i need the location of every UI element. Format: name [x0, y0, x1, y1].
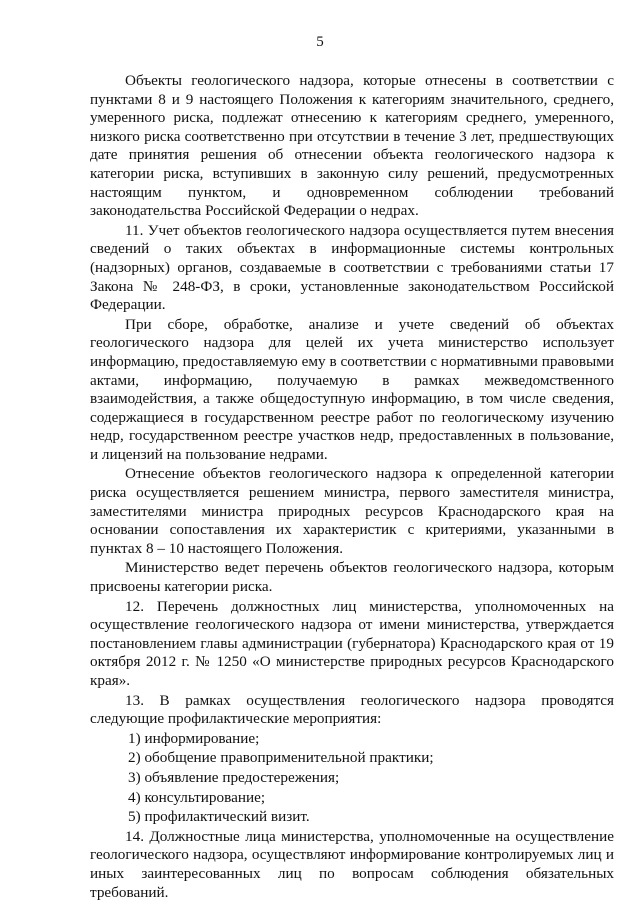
list-item: 3) объявление предостережения;: [128, 768, 340, 786]
paragraph-11-accounting: 11. Учет объектов геологического надзора осуществляется путем внесения сведений о таких объектах в информационные системы контрольных (надзорных) органов, создаваемые в соответствии с требованиями статьи 17 Закона № 248-ФЗ, в сроки, установленные законодательством Российской Федерации.: [90, 221, 614, 314]
paragraph-risk-downgrade: Объекты геологического надзора, которые отнесены в соответствии с пунктами 8 и 9 настоящего Положения к категориям значительного, среднего, умеренного риска, подлежат отнесению к категориям среднего, умеренного, низкого риска соответственно при отсутствии в течение 3 лет, предшествующих дате принятия решения об отнесении объекта геологического надзора к категории риска, вступивших в законную силу решений, предусмотренных настоящим пунктом, и одновременном соблюдении требований законодательства Российской Федерации о недрах.: [90, 72, 614, 220]
paragraph-risk-list: Министерство ведет перечень объектов геологического надзора, которым присвоены категории риска.: [90, 559, 614, 596]
paragraph-14-informing: 14. Должностные лица министерства, уполномоченные на осуществление геологического надзора, осуществляют информирование контролируемых лиц и иных заинтересованных лиц по вопросам соблюдения обязательных требований.: [90, 827, 614, 901]
list-item: 1) информирование;: [128, 729, 260, 747]
page-number: 5: [316, 34, 324, 50]
list-item: 5) профилактический визит.: [128, 808, 310, 826]
document-body: [90, 72, 614, 902]
list-item: 2) обобщение правоприменительной практики;: [128, 749, 434, 767]
paragraph-risk-assignment: Отнесение объектов геологического надзора к определенной категории риска осуществляется решением министра, первого заместителя министра, заместителями министра природных ресурсов Краснодарского края на основании сопоставления их характеристик с критериями, указанными в пунктах 8 – 10 настоящего Положения.: [90, 465, 614, 557]
paragraph-13-preventive-measures: 13. В рамках осуществления геологического надзора проводятся следующие профилактические мероприятия:: [90, 691, 614, 728]
paragraph-information-sources: При сборе, обработке, анализе и учете сведений об объектах геологического надзора для целей их учета министерство использует информацию, предоставляемую ему в соответствии с нормативными правовыми актами, информацию, получаемую в рамках межведомственного взаимодействия, а также общедоступную информацию, в том числе сведения, содержащиеся в государственном реестре работ по геологическому изучению недр, государственном реестре участков недр, предоставленных в пользование, и лицензий на пользование недрами.: [90, 315, 614, 463]
paragraph-12-officials: 12. Перечень должностных лиц министерства, уполномоченных на осуществление геологического надзора от имени министерства, утверждается постановлением главы администрации (губернатора) Краснодарского края от 19 октября 2012 г. № 1250 «О министерстве природных ресурсов Краснодарского края».: [90, 597, 614, 689]
list-item: 4) консультирование;: [128, 788, 266, 806]
